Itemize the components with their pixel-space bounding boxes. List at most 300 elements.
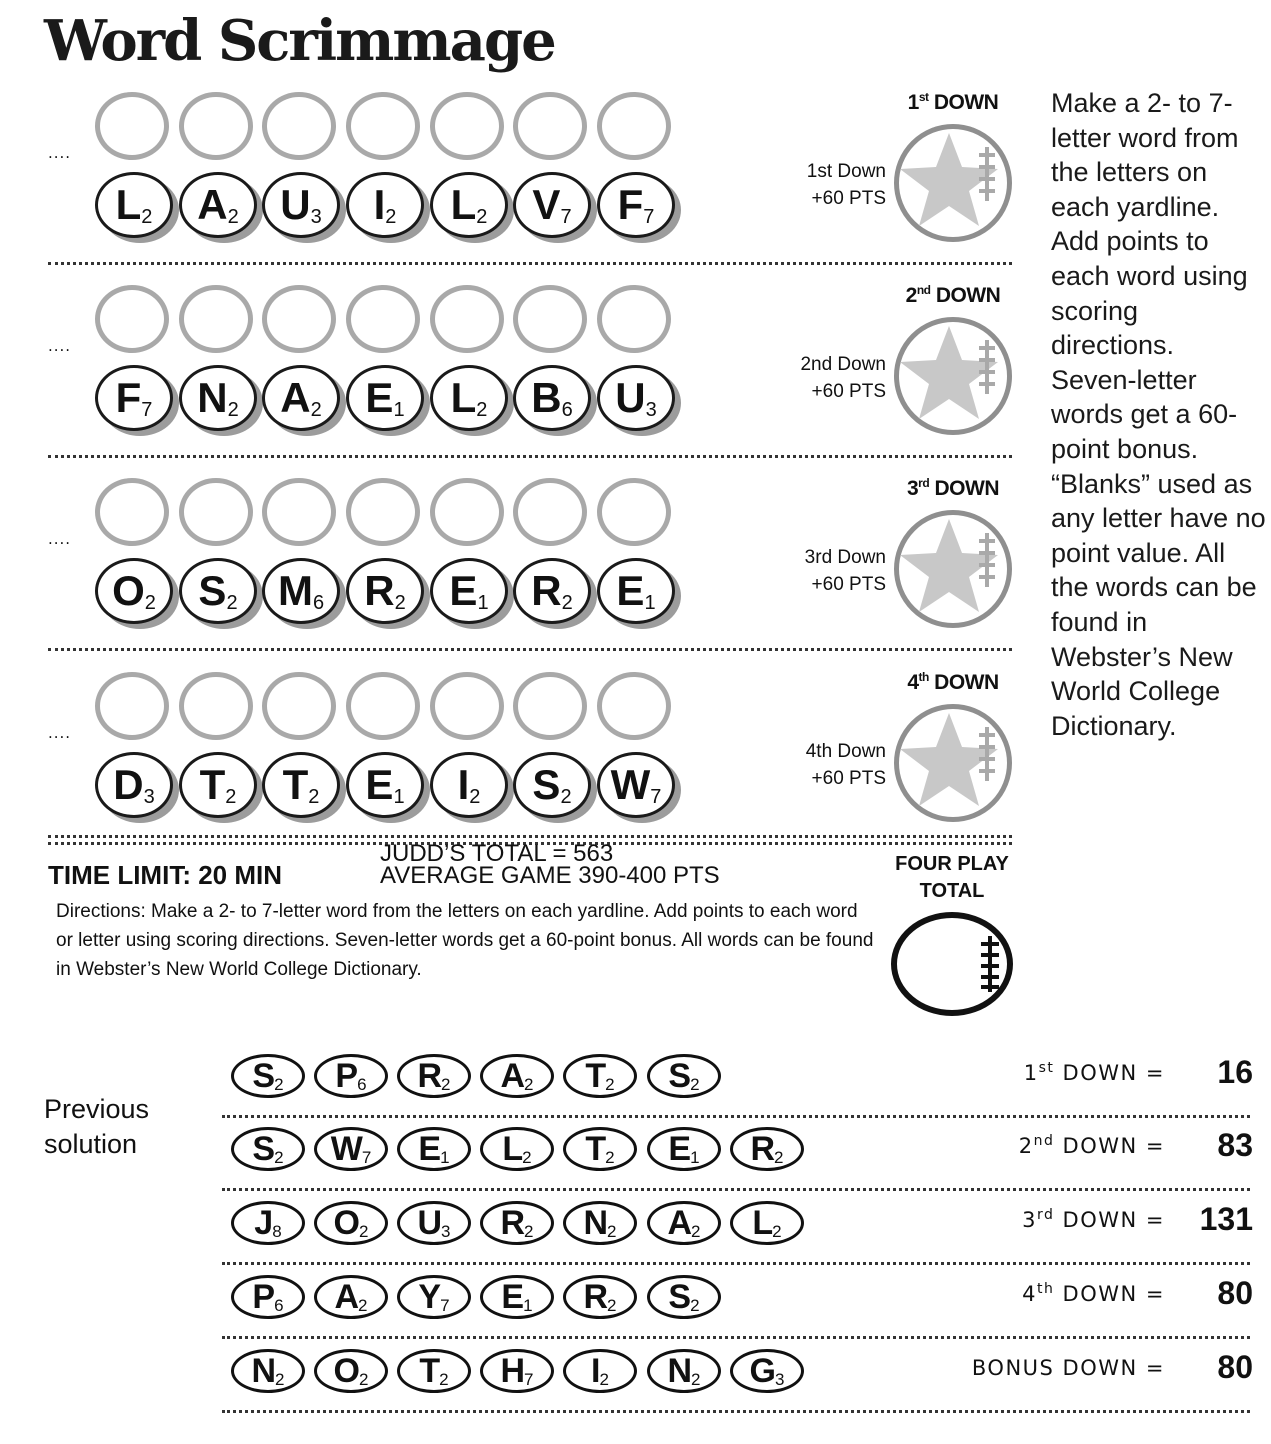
dotted-divider (222, 1336, 1250, 1339)
tile-points: 2 (310, 398, 322, 421)
answer-slot[interactable] (179, 92, 253, 160)
solution-row (0, 1201, 1271, 1261)
solution-tile (563, 1201, 637, 1245)
page-title: Word Scrimmage (44, 8, 555, 74)
down-ordinal: nd (916, 283, 931, 297)
solution-tile (397, 1054, 471, 1098)
football-star-icon (899, 322, 1007, 430)
tile-letter: S (668, 1057, 691, 1095)
tile-points: 2 (772, 1222, 782, 1241)
tile-letter: S (532, 761, 560, 808)
tile-letter: N (667, 1352, 692, 1390)
letter-tile[interactable] (262, 558, 340, 624)
down-number: 3 (906, 477, 919, 500)
yardline-row (0, 283, 1020, 475)
tile-points: 2 (275, 1370, 285, 1389)
tile-points: 2 (358, 1370, 369, 1389)
answer-slot[interactable] (597, 92, 671, 160)
tile-letter: I (591, 1352, 600, 1390)
solution-tile (314, 1275, 388, 1319)
down-bonus: +60 PTS (811, 768, 886, 789)
letter-tile[interactable] (597, 172, 675, 238)
tile-letter: A (667, 1204, 692, 1242)
tile-points: 6 (274, 1296, 284, 1315)
tile-points: 2 (524, 1075, 534, 1094)
tile-letter: E (418, 1130, 441, 1168)
tile-letter: G (749, 1352, 775, 1390)
tile-letter: O (333, 1352, 359, 1390)
tile-points: 2 (308, 785, 320, 808)
answer-slot[interactable] (262, 285, 336, 353)
down-bonus: +60 PTS (811, 188, 886, 209)
tile-points: 7 (650, 785, 662, 808)
yardline-row (0, 90, 1020, 282)
letter-tile[interactable] (95, 558, 173, 624)
down-ordinal: st (918, 90, 929, 104)
answer-slot[interactable] (346, 285, 420, 353)
solution-row (0, 1275, 1271, 1335)
answer-slot[interactable] (513, 92, 587, 160)
tile-points: 2 (605, 1148, 615, 1167)
down-bonus-label (760, 158, 886, 212)
tile-letter: L (752, 1204, 773, 1242)
tile-points: 2 (274, 1075, 284, 1094)
answer-slot[interactable] (430, 672, 504, 740)
dotted-divider (222, 1188, 1250, 1191)
tile-points: 2 (141, 205, 153, 228)
letter-tile[interactable] (179, 172, 257, 238)
down-word: DOWN = (1054, 1061, 1165, 1085)
down-word: DOWN (928, 91, 999, 114)
letter-tile[interactable] (430, 752, 508, 818)
solution-tile (397, 1127, 471, 1171)
tile-letter: A (500, 1057, 525, 1095)
row-marker: .... (48, 724, 72, 742)
solution-row (0, 1127, 1271, 1187)
tile-letter: U (280, 181, 310, 228)
solution-down-label (880, 1133, 1165, 1158)
tile-letter: F (617, 181, 643, 228)
tile-letter: M (277, 567, 312, 614)
down-name: 1st Down (806, 161, 886, 182)
down-word: DOWN (929, 477, 999, 500)
dotted-divider (222, 1115, 1250, 1118)
solution-tile (563, 1127, 637, 1171)
down-name: 3rd Down (804, 547, 886, 568)
solution-tile (314, 1127, 388, 1171)
down-heading (898, 90, 1008, 115)
letter-tile[interactable] (179, 365, 257, 431)
tile-letter: T (199, 761, 225, 808)
tile-points: 2 (469, 785, 481, 808)
down-score-field[interactable] (894, 317, 1012, 435)
tile-points: 2 (561, 591, 573, 614)
tile-letter: A (197, 181, 227, 228)
down-score-field[interactable] (894, 510, 1012, 628)
tile-points: 2 (385, 205, 397, 228)
solution-score: 16 (1217, 1054, 1253, 1090)
down-ordinal: rd (918, 476, 930, 490)
previous-line2: solution (44, 1129, 138, 1159)
down-ordinal: th (1037, 1281, 1055, 1297)
tile-points: 6 (561, 398, 573, 421)
solution-tile (563, 1349, 637, 1393)
solution-tile (231, 1201, 305, 1245)
solution-tile (730, 1349, 804, 1393)
tile-letter: S (198, 567, 226, 614)
football-star-icon (899, 129, 1007, 237)
solution-score: 80 (1217, 1349, 1253, 1385)
down-ordinal: rd (1036, 1207, 1055, 1223)
tile-letter: E (365, 374, 393, 421)
judds-total: JUDD’S TOTAL = 563 (380, 840, 614, 867)
down-name: 4th Down (805, 741, 886, 762)
down-number: 2 (905, 284, 917, 307)
tile-points: 3 (774, 1370, 785, 1389)
answer-slot[interactable] (95, 478, 169, 546)
letter-tile[interactable] (179, 558, 257, 624)
down-bonus-label (760, 351, 886, 405)
letter-tile[interactable] (95, 365, 173, 431)
tile-points: 1 (393, 398, 405, 421)
previous-line1: Previous (44, 1094, 150, 1124)
tile-letter: R (364, 567, 394, 614)
solution-tile (730, 1201, 804, 1245)
solution-score: 80 (1217, 1275, 1253, 1311)
tile-points: 2 (691, 1222, 701, 1241)
solution-row (0, 1349, 1271, 1409)
tile-letter: P (252, 1278, 275, 1316)
solution-tile (231, 1349, 305, 1393)
tile-points: 2 (607, 1222, 617, 1241)
tile-points: 2 (476, 398, 488, 421)
four-play-total-field[interactable] (891, 912, 1013, 1016)
tile-points: 2 (607, 1296, 617, 1315)
solution-tile (314, 1349, 388, 1393)
tile-letter: T (585, 1130, 606, 1168)
solution-score: 83 (1217, 1127, 1253, 1163)
tile-points: 8 (272, 1222, 282, 1241)
score-reference (380, 840, 720, 889)
letter-tile[interactable] (513, 752, 591, 818)
letter-tile[interactable] (346, 172, 424, 238)
down-number: 4 (1022, 1282, 1037, 1306)
down-word: DOWN (928, 671, 999, 694)
tile-letter: R (500, 1204, 525, 1242)
down-name: 2nd Down (800, 354, 886, 375)
down-number: 1 (907, 91, 919, 114)
solution-tile (231, 1275, 305, 1319)
down-number: 1 (1023, 1061, 1039, 1085)
tile-letter: I (457, 761, 469, 808)
down-score-field[interactable] (894, 124, 1012, 242)
tile-points: 2 (227, 398, 239, 421)
tile-letter: A (334, 1278, 359, 1316)
letter-tile[interactable] (430, 172, 508, 238)
tile-letter: O (333, 1204, 359, 1242)
answer-slot[interactable] (597, 672, 671, 740)
yardline-row (0, 670, 1020, 862)
solution-tile (397, 1275, 471, 1319)
dotted-divider (222, 1410, 1250, 1413)
tile-points: 1 (477, 591, 489, 614)
tile-letter: H (500, 1352, 525, 1390)
solution-score: 131 (1199, 1201, 1253, 1237)
dotted-divider (48, 835, 1012, 838)
tile-points: 2 (439, 1370, 449, 1389)
letter-tile[interactable] (179, 752, 257, 818)
tile-letter: N (251, 1352, 276, 1390)
tile-letter: E (449, 567, 477, 614)
tile-points: 6 (357, 1075, 367, 1094)
row-marker: .... (48, 530, 72, 548)
tile-letter: J (254, 1204, 273, 1242)
tile-letter: W (330, 1130, 362, 1168)
tile-letter: Y (418, 1278, 441, 1316)
tile-letter: R (417, 1057, 442, 1095)
answer-slot[interactable] (95, 92, 169, 160)
tile-letter: P (335, 1057, 358, 1095)
down-number: 2 (1018, 1134, 1034, 1158)
tile-letter: L (115, 181, 141, 228)
directions-text: Directions: Make a 2- to 7-letter word from the letters on each yardline. Add points to each word or letter using scoring directions. Seven-letter words get a 60-point bonus. All words can be found in Webster’s New World College Dictionary. (56, 901, 874, 980)
tile-letter: E (668, 1130, 691, 1168)
solution-tile (397, 1201, 471, 1245)
answer-slot[interactable] (513, 478, 587, 546)
tile-letter: O (112, 567, 144, 614)
tile-letter: S (668, 1278, 691, 1316)
down-bonus-label (760, 738, 886, 792)
tile-points: 2 (560, 785, 572, 808)
solution-tile (480, 1127, 554, 1171)
tile-points: 2 (226, 591, 238, 614)
letter-tile[interactable] (346, 558, 424, 624)
tile-points: 2 (605, 1075, 615, 1094)
answer-slot[interactable] (513, 285, 587, 353)
tile-points: 2 (476, 205, 488, 228)
dotted-divider (48, 262, 1012, 265)
tile-points: 2 (691, 1370, 701, 1389)
tile-letter: L (502, 1130, 523, 1168)
tile-points: 2 (522, 1148, 532, 1167)
football-star-icon (899, 709, 1007, 817)
tile-points: 2 (599, 1370, 609, 1389)
solution-tile (647, 1349, 721, 1393)
tile-points: 2 (358, 1222, 369, 1241)
tile-letter: E (616, 567, 644, 614)
letter-tile[interactable] (346, 752, 424, 818)
tile-points: 2 (774, 1148, 784, 1167)
tile-letter: S (252, 1130, 275, 1168)
down-score-field[interactable] (894, 704, 1012, 822)
letter-tile[interactable] (346, 365, 424, 431)
letter-tile[interactable] (597, 365, 675, 431)
tile-letter: U (417, 1204, 442, 1242)
average-game: AVERAGE GAME 390-400 PTS (380, 862, 720, 889)
tile-letter: E (365, 761, 393, 808)
solution-row (0, 1054, 1271, 1114)
tile-points: 3 (310, 205, 322, 228)
solution-tile (647, 1275, 721, 1319)
tile-points: 7 (643, 205, 655, 228)
answer-slot[interactable] (262, 672, 336, 740)
solution-tile (480, 1201, 554, 1245)
letter-tile[interactable] (262, 752, 340, 818)
down-bonus: +60 PTS (811, 381, 886, 402)
football-icon (897, 918, 1007, 1010)
tile-points: 3 (143, 785, 155, 808)
answer-slot[interactable] (179, 478, 253, 546)
down-ordinal: st (1038, 1060, 1055, 1076)
solution-down-label (880, 1207, 1165, 1232)
tile-letter: L (450, 181, 476, 228)
solution-tile (397, 1349, 471, 1393)
solution-tile (480, 1054, 554, 1098)
tile-points: 7 (440, 1296, 450, 1315)
letter-tile[interactable] (513, 365, 591, 431)
tile-points: 2 (225, 785, 237, 808)
tile-letter: T (282, 761, 308, 808)
tile-letter: R (531, 567, 561, 614)
letter-tile[interactable] (430, 365, 508, 431)
down-word: DOWN = (1054, 1134, 1165, 1158)
answer-slot[interactable] (262, 478, 336, 546)
tile-letter: R (583, 1278, 608, 1316)
answer-slot[interactable] (430, 478, 504, 546)
tile-points: 2 (144, 591, 156, 614)
tile-points: 1 (644, 591, 656, 614)
solution-tile (647, 1201, 721, 1245)
tile-letter: B (531, 374, 561, 421)
solution-down-label (880, 1355, 1165, 1380)
tile-points: 2 (690, 1075, 700, 1094)
letter-tile[interactable] (597, 558, 675, 624)
tile-points: 2 (227, 205, 239, 228)
solution-tile (314, 1201, 388, 1245)
solution-tile (231, 1127, 305, 1171)
solution-tile (647, 1127, 721, 1171)
down-heading (898, 476, 1008, 501)
tile-letter: S (252, 1057, 275, 1095)
answer-slot[interactable] (346, 92, 420, 160)
solution-down-label (880, 1060, 1165, 1085)
yardline-row (0, 476, 1020, 668)
down-bonus: +60 PTS (811, 574, 886, 595)
down-ordinal: nd (1033, 1133, 1055, 1149)
down-heading (898, 283, 1008, 308)
answer-slot[interactable] (179, 285, 253, 353)
tile-points: 2 (524, 1222, 534, 1241)
dotted-divider (222, 1262, 1250, 1265)
tile-letter: W (610, 761, 650, 808)
answer-slot[interactable] (430, 285, 504, 353)
letter-tile[interactable] (597, 752, 675, 818)
time-limit: TIME LIMIT: 20 MIN (48, 860, 282, 890)
answer-slot[interactable] (430, 92, 504, 160)
tile-points: 1 (393, 785, 405, 808)
dotted-divider (48, 455, 1012, 458)
down-bonus-label (760, 544, 886, 598)
answer-slot[interactable] (95, 285, 169, 353)
tile-letter: I (373, 181, 385, 228)
solution-tile (563, 1275, 637, 1319)
tile-letter: D (113, 761, 143, 808)
football-star-icon (899, 515, 1007, 623)
solution-tile (647, 1054, 721, 1098)
answer-slot[interactable] (513, 672, 587, 740)
instructions-text: Make a 2- to 7-letter word from the letters on each yardline. Add points to each word using scoring directions. Seven-letter words get a 60-point bonus. “Blanks” used as any letter have no point value. All the words can be found in Webster’s New World College Dictionary. (1051, 88, 1266, 741)
solution-tile (480, 1275, 554, 1319)
solution-tile (730, 1127, 804, 1171)
tile-letter: R (750, 1130, 775, 1168)
tile-points: 3 (645, 398, 657, 421)
tile-points: 3 (441, 1222, 451, 1241)
down-word: DOWN = (1054, 1282, 1165, 1306)
answer-slot[interactable] (179, 672, 253, 740)
solution-tile (480, 1349, 554, 1393)
down-number: 3 (1022, 1208, 1037, 1232)
tile-letter: T (419, 1352, 440, 1390)
tile-points: 1 (440, 1148, 450, 1167)
down-ordinal: th (918, 670, 929, 684)
tile-letter: U (615, 374, 645, 421)
tile-letter: N (197, 374, 227, 421)
dotted-divider (48, 648, 1012, 651)
tile-points: 1 (690, 1148, 700, 1167)
tile-points: 2 (441, 1075, 451, 1094)
solution-tile (314, 1054, 388, 1098)
letter-tile[interactable] (262, 172, 340, 238)
down-heading (898, 670, 1008, 695)
tile-points: 7 (141, 398, 153, 421)
tile-letter: V (532, 181, 560, 228)
tile-letter: E (501, 1278, 524, 1316)
row-marker: .... (48, 337, 72, 355)
down-word: DOWN = (1054, 1208, 1165, 1232)
answer-slot[interactable] (95, 672, 169, 740)
letter-tile[interactable] (513, 172, 591, 238)
tile-points: 2 (358, 1296, 368, 1315)
tile-letter: L (450, 374, 476, 421)
answer-slot[interactable] (597, 478, 671, 546)
letter-tile[interactable] (95, 752, 173, 818)
answer-slot[interactable] (597, 285, 671, 353)
down-word: BONUS DOWN = (971, 1356, 1165, 1380)
solution-tile (231, 1054, 305, 1098)
tile-points: 1 (523, 1296, 533, 1315)
tile-points: 2 (690, 1296, 700, 1315)
four-play-line1: FOUR PLAY (895, 853, 1009, 875)
answer-slot[interactable] (346, 672, 420, 740)
tile-letter: T (585, 1057, 606, 1095)
tile-letter: F (115, 374, 141, 421)
down-word: DOWN (930, 284, 1001, 307)
letter-tile[interactable] (513, 558, 591, 624)
answer-slot[interactable] (262, 92, 336, 160)
tile-points: 7 (361, 1148, 372, 1167)
letter-tile[interactable] (262, 365, 340, 431)
tile-letter: A (280, 374, 310, 421)
answer-slot[interactable] (346, 478, 420, 546)
letter-tile[interactable] (95, 172, 173, 238)
tile-points: 6 (312, 591, 325, 614)
tile-points: 2 (274, 1148, 284, 1167)
letter-tile[interactable] (430, 558, 508, 624)
solution-down-label (880, 1281, 1165, 1306)
tile-points: 7 (560, 205, 572, 228)
four-play-total-label (884, 851, 1020, 905)
tile-points: 7 (524, 1370, 534, 1389)
